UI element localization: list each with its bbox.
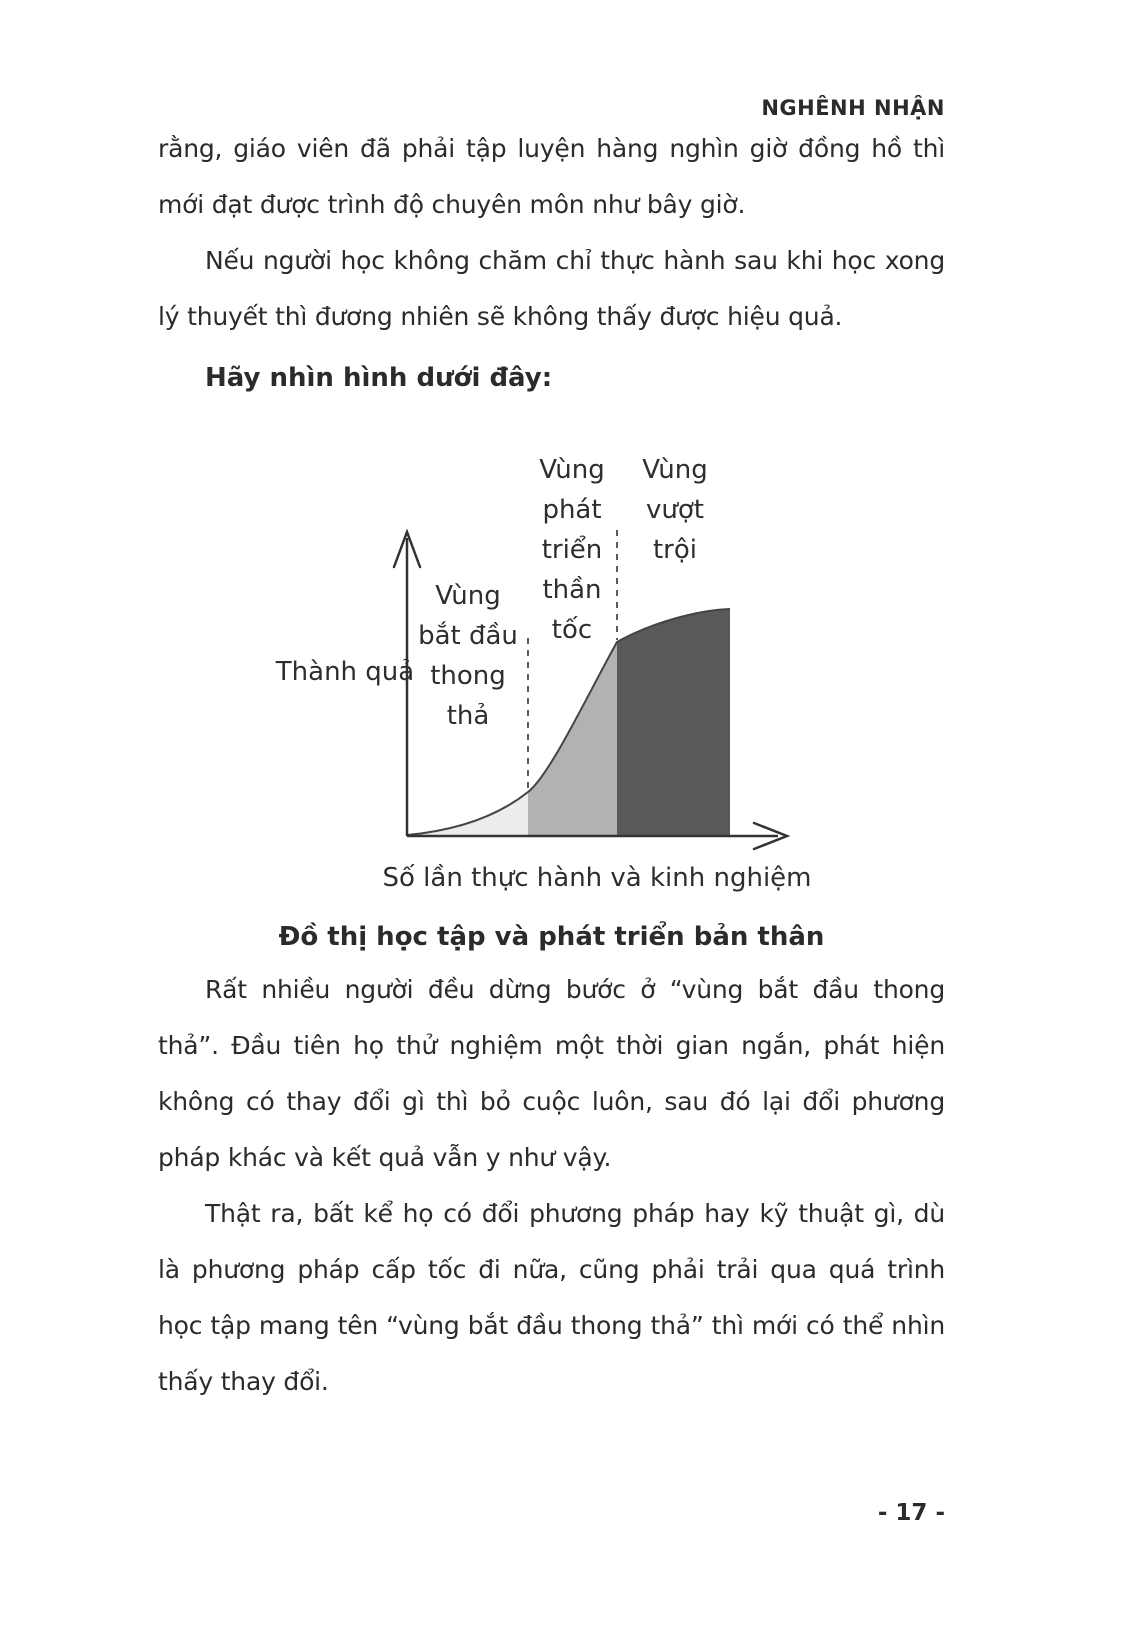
x-axis-label: Số lần thực hành và kinh nghiệm	[382, 863, 812, 893]
zone-label-slow-start: Vùng bắt đầu thong thả	[418, 581, 518, 731]
paragraph-4: Thật ra, bất kể họ có đổi phương pháp hay kỹ thuật gì, dù là phương pháp cấp tốc đi nữa, cũng phải trải qua quá trình học tập mang tên “vùng bắt đầu thong thả” thì mới có thể nhìn thấy thay đổi.	[158, 1199, 945, 1396]
zone-rapid-growth-area	[528, 642, 617, 835]
running-header: NGHÊNH NHẬN	[761, 96, 945, 120]
paragraph-1: rằng, giáo viên đã phải tập luyện hàng nghìn giờ đồng hồ thì mới đạt được trình độ chuyên môn như bây giờ.	[158, 134, 945, 219]
page-content	[158, 95, 945, 1410]
zone-slow-start-area	[407, 792, 528, 835]
paragraph-2: Nếu người học không chăm chỉ thực hành sau khi học xong lý thuyết thì đương nhiên sẽ không thấy được hiệu quả.	[158, 246, 945, 331]
page-number: - 17 -	[877, 1500, 945, 1526]
zone-breakthrough-area	[617, 609, 730, 835]
figure-lead-in: Hãy nhìn hình dưới đây:	[205, 363, 553, 393]
zone-label-breakthrough: Vùng vượt trội	[642, 455, 708, 565]
learning-curve-figure	[158, 418, 918, 898]
y-axis-label: Thành quả	[275, 657, 415, 687]
paragraph-3: Rất nhiều người đều dừng bước ở “vùng bắt đầu thong thả”. Đầu tiên họ thử nghiệm một thời gian ngắn, phát hiện không có thay đổi gì thì bỏ cuộc luôn, sau đó lại đổi phương pháp khác và kết quả vẫn y như vậy.	[158, 975, 945, 1172]
figure-caption: Đồ thị học tập và phát triển bản thân	[278, 922, 825, 952]
zone-label-rapid-growth: Vùng phát triển thần tốc	[539, 455, 605, 645]
